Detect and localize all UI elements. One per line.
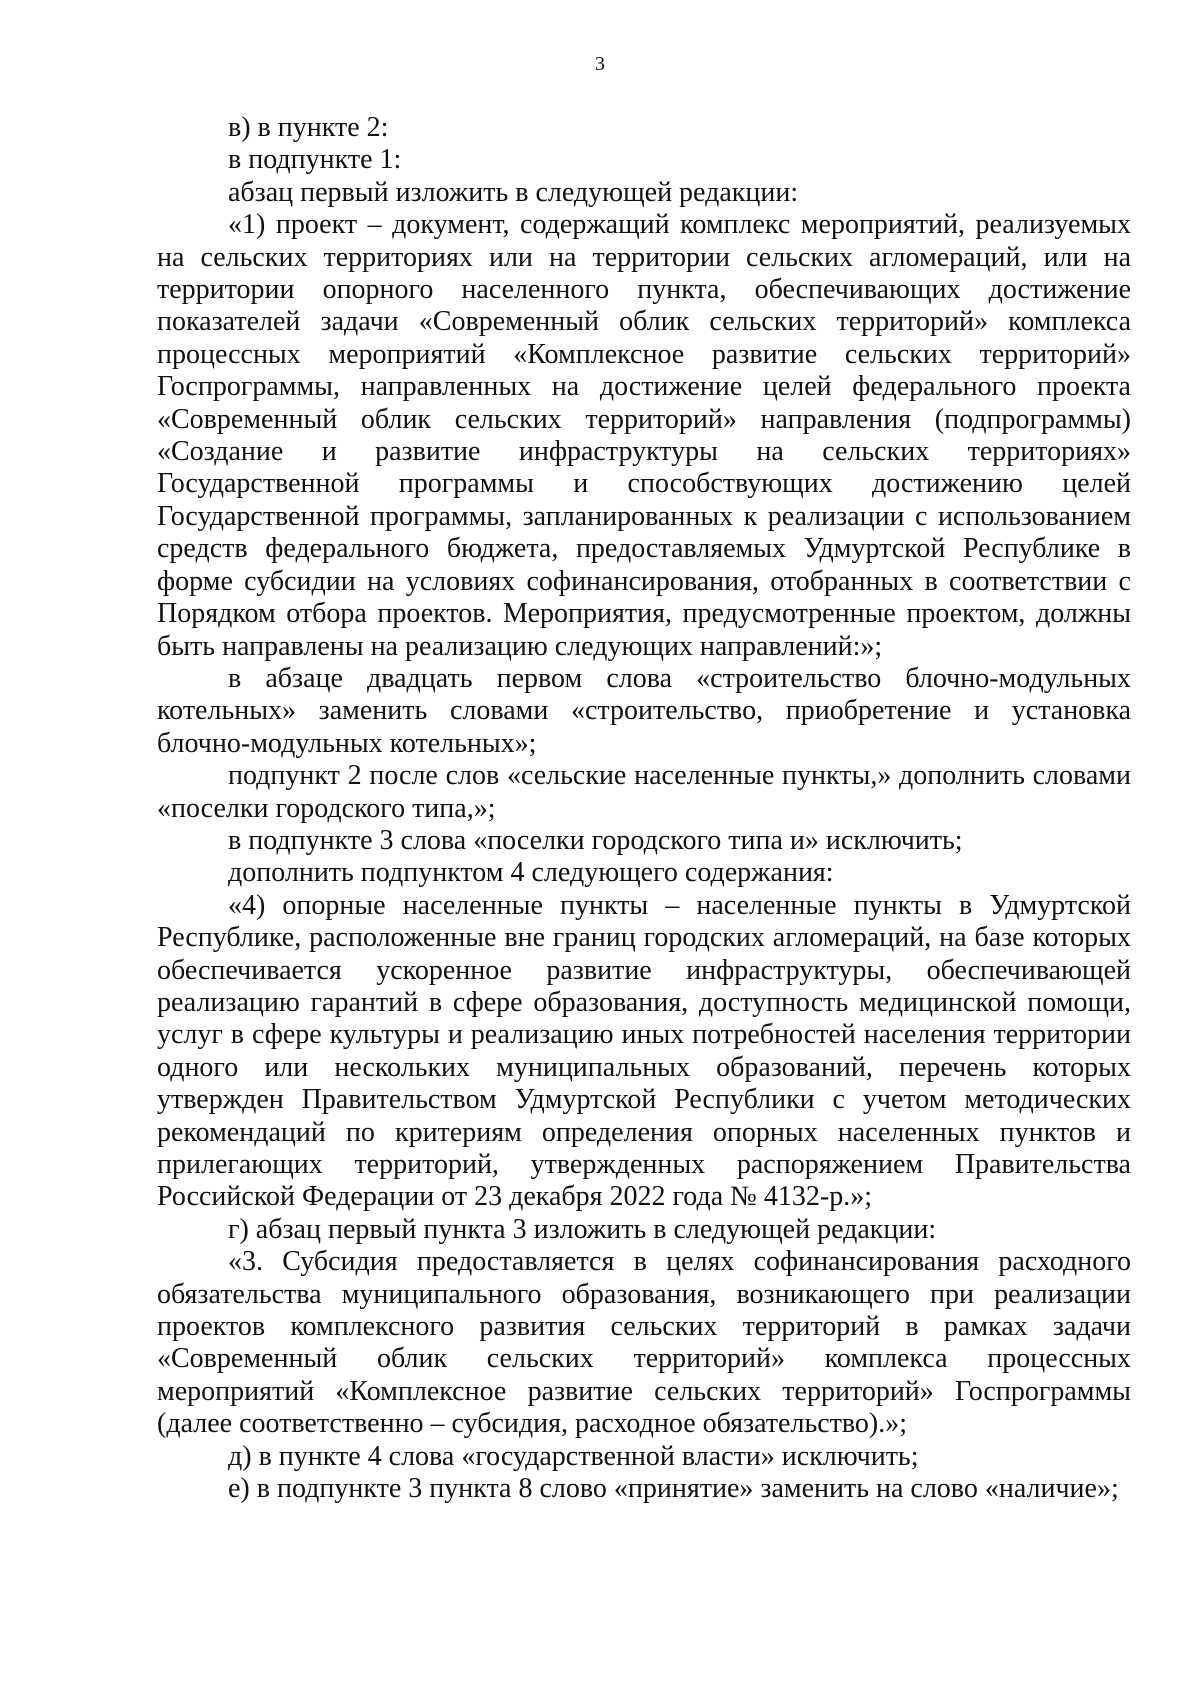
paragraph-support-settlements-definition: «4) опорные населенные пункты – населенные пункты в Удмуртской Республике, расположенные вне границ городских агломераций, на базе которых обеспечивается ускоренное развитие инфраструктуры, обеспечивающей реализацию гарантий в сфере образования, доступность медицинской помощи, услуг в сфере культуры и реализацию иных потребностей населения территории одного или нескольких муниципальных образований, перечень которых утвержден Правительством Удмуртской Республики с учетом методических рекомендаций по критериям определения опорных населенных пунктов и прилегающих территорий, утвержденных распоряжением Правительства Российской Федерации от 23 декабря 2022 года № 4132-р.»; (157, 889, 1131, 1213)
paragraph-first-abzac-instruction: абзац первый изложить в следующей редакции: (228, 176, 799, 208)
paragraph-subitem-2-amendment: подпункт 2 после слов «сельские населенные пункты,» дополнить словами «поселки городского типа,»; (157, 760, 1131, 824)
paragraph-item-v: в) в пункте 2: (228, 112, 389, 143)
paragraph-project-definition: «1) проект – документ, содержащий комплекс мероприятий, реализуемых на сельских территориях или на территории сельских агломераций, или на территории опорного населенного пункта, обеспечивающих достижение показателей задачи «Современный облик сельских территорий» комплекса процессных мероприятий «Комплексное развитие сельских территорий» Госпрограммы, направленных на достижение целей федерального проекта «Современный облик сельских территорий» направления (подпрограммы) «Создание и развитие инфраструктуры на сельских территориях» Государственной программы и способствующих достижению целей Государственной программы, запланированных к реализации с использованием средств федерального бюджета, предоставляемых Удмуртской Республике в форме субсидии на условиях софинансирования, отобранных в соответствии с Порядком отбора проектов. Мероприятия, предусмотренные проектом, должны быть направлены на реализацию следующих направлений:»; (157, 209, 1131, 662)
paragraph-boiler-amendment: в абзаце двадцать первом слова «строительство блочно-модульных котельных» заменить словами «строительство, приобретение и установка блочно-модульных котельных»; (157, 662, 1131, 759)
paragraph-item-d: д) в пункте 4 слова «государственной власти» исключить; (228, 1440, 919, 1472)
paragraph-item-e: е) в подпункте 3 пункта 8 слово «принятие» заменить на слово «наличие»; (228, 1473, 1119, 1505)
paragraph-subitem-1: в подпункте 1: (228, 144, 402, 176)
page-number: 3 (595, 53, 605, 75)
document-body (157, 112, 1131, 1505)
paragraph-subsidy-purpose: «3. Субсидия предоставляется в целях софинансирования расходного обязательства муниципального образования, возникающего при реализации проектов комплексного развития сельских территорий в рамках задачи «Современный облик сельских территорий» комплекса процессных мероприятий «Комплексное развитие сельских территорий» Госпрограммы (далее соответственно – субсидия, расходное обязательство).»; (157, 1246, 1131, 1440)
paragraph-subitem-3-amendment: в подпункте 3 слова «поселки городского типа и» исключить; (228, 824, 963, 856)
paragraph-add-subitem-4: дополнить подпунктом 4 следующего содержания: (228, 857, 834, 889)
paragraph-item-g: г) абзац первый пункта 3 изложить в следующей редакции: (228, 1213, 937, 1245)
